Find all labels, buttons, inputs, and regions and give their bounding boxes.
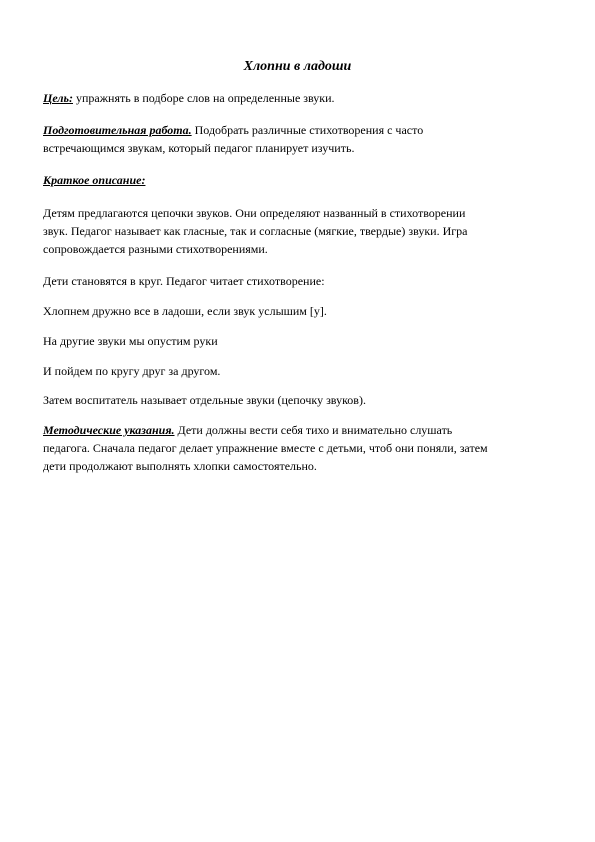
then-paragraph: Затем воспитатель называет отдельные звуки (цепочку звуков). xyxy=(43,393,366,407)
poem-line3: И пойдем по кругу друг за другом. xyxy=(43,364,221,378)
prep-label: Подготовительная работа. xyxy=(43,123,192,137)
description-line1: Детям предлагаются цепочки звуков. Они определяют названный в стихотворении xyxy=(43,206,466,220)
summary-paragraph xyxy=(43,172,145,189)
method-paragraph-line1 xyxy=(43,422,452,439)
prep-text-line2: встречающимся звукам, который педагог планирует изучить. xyxy=(43,141,355,155)
document-title: Хлопни в ладоши xyxy=(243,59,352,74)
poem-line1: Хлопнем дружно все в ладоши, если звук услышим [у]. xyxy=(43,304,327,318)
goal-label: Цель: xyxy=(43,91,73,105)
prep-text-line1: Подобрать различные стихотворения с часто xyxy=(191,123,424,137)
description-line2: звук. Педагог называет как гласные, так и согласные (мягкие, твердые) звуки. Игра xyxy=(43,224,468,238)
method-text-line1: Дети должны вести себя тихо и внимательно слушать xyxy=(174,423,453,437)
method-label: Методические указания. xyxy=(43,423,175,437)
poem-line2: На другие звуки мы опустим руки xyxy=(43,334,218,348)
method-text-line2: педагога. Сначала педагог делает упражнение вместе с детьми, чтоб они поняли, затем xyxy=(43,441,488,455)
circle-paragraph: Дети становятся в круг. Педагог читает стихотворение: xyxy=(43,274,325,288)
prep-paragraph-line1 xyxy=(43,122,423,139)
description-line3: сопровождается разными стихотворениями. xyxy=(43,242,268,256)
method-text-line3: дети продолжают выполнять хлопки самостоятельно. xyxy=(43,459,317,473)
goal-text: упражнять в подборе слов на определенные звуки. xyxy=(73,91,335,105)
summary-label: Краткое описание: xyxy=(43,173,146,187)
goal-paragraph xyxy=(43,90,335,107)
